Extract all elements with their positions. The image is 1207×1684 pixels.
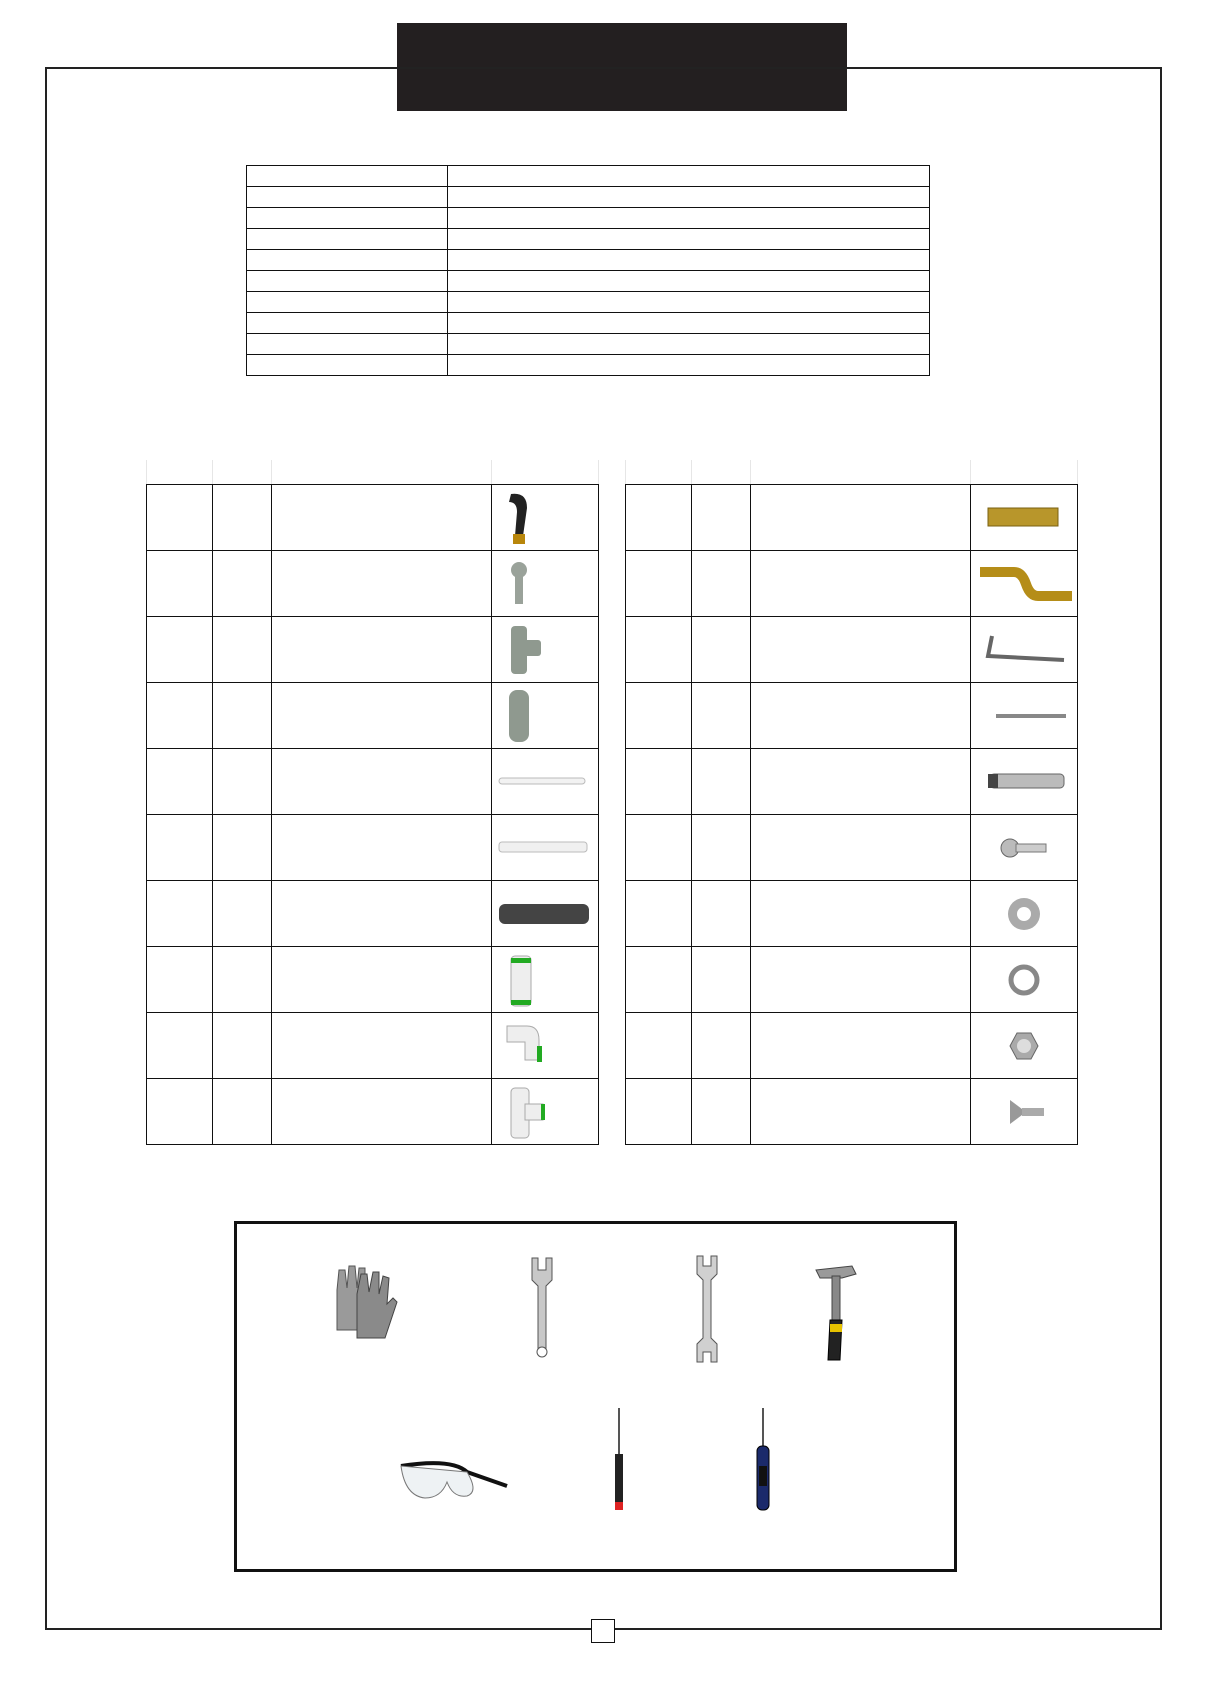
- open-end-wrench-icon: [687, 1254, 727, 1364]
- part-qty: [213, 1079, 271, 1145]
- part-qty: [213, 551, 271, 617]
- spec-label: [247, 250, 448, 271]
- part-image-cell: [971, 551, 1078, 617]
- part-qty: [692, 551, 750, 617]
- spec-label: [247, 271, 448, 292]
- part-image-cell: [971, 485, 1078, 551]
- safety-glasses-icon: [397, 1452, 512, 1512]
- spec-value: [448, 187, 930, 208]
- spec-value: [448, 355, 930, 376]
- part-description: [750, 1079, 970, 1145]
- part-number: [147, 881, 213, 947]
- part-image-cell: [492, 881, 599, 947]
- part-row: [147, 1013, 599, 1079]
- part-qty: [213, 485, 271, 551]
- part-description: [271, 947, 491, 1013]
- part-number: [147, 617, 213, 683]
- spec-label: [247, 166, 448, 187]
- anchor-bolt-icon: [976, 752, 1072, 812]
- part-row: [626, 551, 1078, 617]
- part-image-cell: [492, 815, 599, 881]
- parts-header-cell: [971, 460, 1078, 485]
- gloves-icon: [327, 1260, 407, 1350]
- part-image-cell: [971, 683, 1078, 749]
- part-row: [147, 485, 599, 551]
- spec-row: [247, 292, 930, 313]
- part-image-cell: [492, 551, 599, 617]
- countersunk-screw-icon: [976, 1082, 1072, 1142]
- part-description: [750, 617, 970, 683]
- tools-box: [234, 1221, 957, 1572]
- part-qty: [213, 749, 271, 815]
- spec-value: [448, 292, 930, 313]
- part-row: [626, 485, 1078, 551]
- part-description: [750, 1013, 970, 1079]
- parts-header-row: [147, 460, 599, 485]
- part-number: [626, 815, 692, 881]
- spec-row: [247, 229, 930, 250]
- part-number: [626, 947, 692, 1013]
- parts-header-cell: [271, 460, 491, 485]
- part-number: [147, 485, 213, 551]
- part-description: [750, 947, 970, 1013]
- spring-washer-icon: [976, 950, 1072, 1010]
- part-image-cell: [492, 485, 599, 551]
- hex-nut-icon: [976, 1016, 1072, 1076]
- spec-row: [247, 166, 930, 187]
- part-qty: [692, 617, 750, 683]
- part-image-cell: [492, 947, 599, 1013]
- part-number: [626, 485, 692, 551]
- parts-header-row: [626, 460, 1078, 485]
- part-number: [626, 749, 692, 815]
- part-row: [626, 947, 1078, 1013]
- part-row: [147, 1079, 599, 1145]
- hammer-icon: [812, 1260, 862, 1365]
- part-number: [626, 551, 692, 617]
- parts-header-cell: [213, 460, 271, 485]
- hex-key-icon: [976, 620, 1072, 680]
- part-description: [271, 881, 491, 947]
- part-number: [147, 815, 213, 881]
- part-number: [626, 617, 692, 683]
- part-description: [271, 1013, 491, 1079]
- part-description: [750, 815, 970, 881]
- part-description: [750, 881, 970, 947]
- parts-table-left: [146, 460, 599, 1145]
- spec-label: [247, 313, 448, 334]
- part-qty: [213, 1013, 271, 1079]
- parts-header-cell: [750, 460, 970, 485]
- spec-row: [247, 334, 930, 355]
- part-image-cell: [971, 881, 1078, 947]
- part-row: [147, 881, 599, 947]
- part-row: [147, 815, 599, 881]
- part-image-cell: [492, 1013, 599, 1079]
- part-qty: [213, 617, 271, 683]
- pan-screw-icon: [976, 818, 1072, 878]
- part-qty: [692, 1079, 750, 1145]
- part-number: [626, 1013, 692, 1079]
- spec-label: [247, 334, 448, 355]
- spec-value: [448, 166, 930, 187]
- part-row: [626, 1013, 1078, 1079]
- part-description: [271, 551, 491, 617]
- part-image-cell: [971, 1013, 1078, 1079]
- part-image-cell: [971, 815, 1078, 881]
- part-description: [750, 749, 970, 815]
- part-qty: [692, 947, 750, 1013]
- spec-row: [247, 208, 930, 229]
- spec-value: [448, 334, 930, 355]
- part-image-cell: [971, 617, 1078, 683]
- part-description: [271, 683, 491, 749]
- white-tube-icon: [497, 818, 593, 878]
- part-row: [147, 683, 599, 749]
- part-row: [626, 881, 1078, 947]
- part-description: [271, 617, 491, 683]
- spec-value: [448, 229, 930, 250]
- part-number: [626, 683, 692, 749]
- part-qty: [213, 683, 271, 749]
- adjustable-wrench-icon: [522, 1254, 562, 1364]
- part-qty: [213, 881, 271, 947]
- part-qty: [692, 1013, 750, 1079]
- elbow-fitting-icon: [497, 1016, 593, 1076]
- part-row: [147, 617, 599, 683]
- parts-table-right: [625, 460, 1078, 1145]
- part-qty: [692, 749, 750, 815]
- part-image-cell: [971, 947, 1078, 1013]
- part-qty: [213, 815, 271, 881]
- part-number: [147, 947, 213, 1013]
- part-description: [271, 485, 491, 551]
- spec-row: [247, 313, 930, 334]
- spec-label: [247, 229, 448, 250]
- flat-screwdriver-icon: [609, 1406, 629, 1516]
- part-row: [147, 551, 599, 617]
- spec-row: [247, 250, 930, 271]
- parts-header-cell: [692, 460, 750, 485]
- brass-pipe-icon: [976, 488, 1072, 548]
- tee-coupler-icon: [497, 1082, 593, 1142]
- part-qty: [692, 683, 750, 749]
- gray-tube-icon: [497, 884, 593, 944]
- spec-label: [247, 187, 448, 208]
- part-qty: [692, 881, 750, 947]
- part-number: [147, 1013, 213, 1079]
- part-qty: [692, 815, 750, 881]
- part-description: [271, 1079, 491, 1145]
- part-description: [750, 551, 970, 617]
- part-image-cell: [492, 683, 599, 749]
- thin-tube-icon: [497, 752, 593, 812]
- part-description: [271, 749, 491, 815]
- spec-label: [247, 208, 448, 229]
- bent-brass-pipe-icon: [976, 554, 1072, 614]
- part-row: [626, 1079, 1078, 1145]
- spec-value: [448, 250, 930, 271]
- spec-row: [247, 187, 930, 208]
- part-description: [750, 683, 970, 749]
- part-number: [147, 749, 213, 815]
- part-image-cell: [492, 1079, 599, 1145]
- faucet-icon: [497, 488, 593, 548]
- spec-value: [448, 271, 930, 292]
- part-row: [147, 947, 599, 1013]
- part-number: [626, 881, 692, 947]
- part-image-cell: [971, 749, 1078, 815]
- part-row: [147, 749, 599, 815]
- part-number: [147, 683, 213, 749]
- parts-header-cell: [147, 460, 213, 485]
- part-image-cell: [971, 1079, 1078, 1145]
- straight-coupler-icon: [497, 950, 593, 1010]
- spec-table: [246, 165, 930, 376]
- spec-label: [247, 292, 448, 313]
- part-image-cell: [492, 749, 599, 815]
- page-number-box: [591, 1619, 615, 1643]
- part-row: [626, 617, 1078, 683]
- part-qty: [213, 947, 271, 1013]
- spec-row: [247, 271, 930, 292]
- tee-fitting-icon: [497, 620, 593, 680]
- union-connector-icon: [497, 686, 593, 746]
- parts-header-cell: [626, 460, 692, 485]
- part-number: [147, 551, 213, 617]
- part-description: [271, 815, 491, 881]
- spec-value: [448, 313, 930, 334]
- phillips-screwdriver-icon: [751, 1406, 775, 1516]
- spec-label: [247, 355, 448, 376]
- stem-adapter-icon: [497, 554, 593, 614]
- part-row: [626, 683, 1078, 749]
- part-number: [147, 1079, 213, 1145]
- drill-bit-icon: [976, 686, 1072, 746]
- part-description: [750, 485, 970, 551]
- flat-washer-icon: [976, 884, 1072, 944]
- part-number: [626, 1079, 692, 1145]
- spec-row: [247, 355, 930, 376]
- part-row: [626, 815, 1078, 881]
- spec-value: [448, 208, 930, 229]
- parts-header-cell: [492, 460, 599, 485]
- part-qty: [692, 485, 750, 551]
- part-row: [626, 749, 1078, 815]
- part-image-cell: [492, 617, 599, 683]
